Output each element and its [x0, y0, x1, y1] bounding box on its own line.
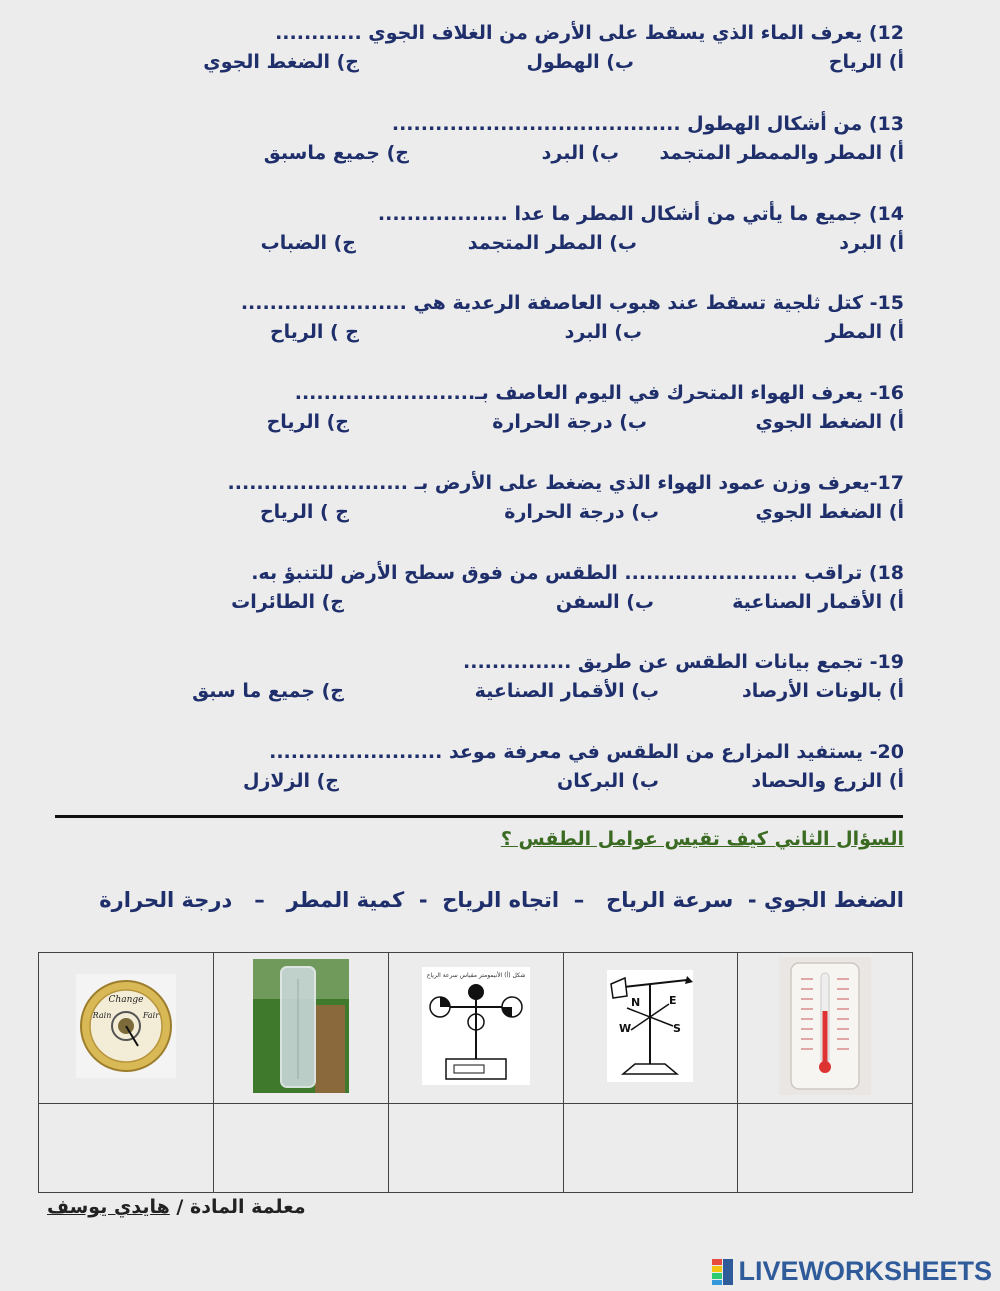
section-divider: [55, 815, 903, 818]
options-row: [94, 139, 904, 167]
teacher-label: معلمة المادة /: [169, 1196, 306, 1218]
option-b[interactable]: ب) الهطول: [526, 51, 634, 73]
question-15: [94, 290, 904, 346]
option-b[interactable]: ب) المطر المتجمد: [467, 232, 637, 254]
option-b[interactable]: ب) درجة الحرارة: [492, 411, 647, 433]
option-c[interactable]: ج ) الرياح: [259, 501, 349, 523]
options-row: [94, 318, 904, 346]
option-b[interactable]: ب) البركان: [556, 770, 659, 792]
logo-text: LIVEWORKSHEETS: [738, 1256, 992, 1286]
option-a[interactable]: أ) الرياح: [828, 51, 904, 73]
option-c[interactable]: ج) الرياح: [266, 411, 349, 433]
question-18: [94, 560, 904, 616]
question-text: 19- تجمع بيانات الطقس عن طريق ...............: [463, 651, 904, 673]
question-text: 17-يعرف وزن عمود الهواء الذي يضغط على الأرض بـ .........................: [227, 472, 904, 494]
weather-factors-list: الضغط الجوي - سرعة الرياح – اتجاه الرياح - كمية المطر – درجة الحرارة: [99, 888, 904, 912]
vane-letter-e: E: [669, 994, 677, 1007]
option-a[interactable]: أ) الأقمار الصناعية: [732, 591, 904, 613]
question-14: [94, 201, 904, 257]
instruments-table: [38, 952, 913, 1193]
barometer-image: [76, 974, 176, 1078]
option-c[interactable]: ج ) الرياح: [269, 321, 359, 343]
answer-cell-1[interactable]: [39, 1104, 214, 1193]
option-c[interactable]: ج) جميع ماسبق: [263, 142, 409, 164]
question-text: 20- يستفيد المزارع من الطقس في معرفة موعد ........................: [269, 741, 904, 763]
options-row: [94, 229, 904, 257]
answer-cell-4[interactable]: [563, 1104, 738, 1193]
anemometer-caption: شكل (أ) الأنيمومتر مقياس سرعة الرياح: [426, 972, 525, 979]
option-a[interactable]: أ) المطر: [825, 321, 904, 343]
options-row: [94, 588, 904, 616]
question-12: [94, 20, 904, 76]
question-text: 15- كتل ثلجية تسقط عند هبوب العاصفة الرعدية هي .......................: [240, 292, 904, 314]
option-c[interactable]: ج) الضباب: [260, 232, 356, 254]
option-b[interactable]: ب) البرد: [541, 142, 619, 164]
option-b[interactable]: ب) درجة الحرارة: [504, 501, 659, 523]
teacher-name: هايدي يوسف: [47, 1196, 170, 1218]
answer-cell-3[interactable]: [388, 1104, 563, 1193]
question-19: [94, 649, 904, 705]
barometer-cell: [39, 953, 214, 1104]
options-row: [94, 48, 904, 76]
thermometer-image: [779, 957, 871, 1095]
option-c[interactable]: ج) الضغط الجوي: [203, 51, 359, 73]
rain-gauge-cell: [213, 953, 388, 1104]
options-row: [94, 767, 904, 795]
option-b[interactable]: ب) البرد: [564, 321, 642, 343]
barometer-label-fair: Fair: [142, 1011, 160, 1020]
wind-vane-cell: [563, 953, 738, 1104]
logo-blocks-icon: [712, 1259, 734, 1285]
option-a[interactable]: أ) الضغط الجوي: [755, 501, 904, 523]
option-c[interactable]: ج) الزلازل: [242, 770, 339, 792]
vane-letter-s: S: [673, 1022, 682, 1035]
question-text: 12) يعرف الماء الذي يسقط على الأرض من الغلاف الجوي ............: [275, 22, 904, 44]
question-text: 18) تراقب ........................ الطقس من فوق سطح الأرض للتنبؤ به.: [251, 562, 904, 584]
barometer-label-change: Change: [108, 995, 144, 1005]
anemometer-image: [422, 967, 530, 1085]
thermometer-cell: [738, 953, 913, 1104]
question-text: 13) من أشكال الهطول ........................................: [391, 113, 904, 135]
option-a[interactable]: أ) المطر والممطر المتجمد: [659, 142, 904, 164]
option-a[interactable]: أ) الزرع والحصاد: [751, 770, 904, 792]
question-16: [94, 380, 904, 436]
answer-cell-2[interactable]: [213, 1104, 388, 1193]
question-13: [94, 111, 904, 167]
option-c[interactable]: ج) جميع ما سبق: [192, 680, 344, 702]
answers-row: [39, 1104, 913, 1193]
answer-cell-5[interactable]: [738, 1104, 913, 1193]
barometer-label-rain: Rain: [92, 1011, 112, 1020]
option-b[interactable]: ب) السفن: [555, 591, 654, 613]
question-text: 16- يعرف الهواء المتحرك في اليوم العاصف بـ.........................: [294, 382, 904, 404]
liveworksheets-logo: [712, 1256, 992, 1287]
vane-letter-n: N: [631, 996, 641, 1009]
option-b[interactable]: ب) الأقمار الصناعية: [474, 680, 659, 702]
question-20: [94, 739, 904, 795]
question-text: 14) جميع ما يأتي من أشكال المطر ما عدا ..................: [377, 203, 904, 225]
images-row: [39, 953, 913, 1104]
options-row: [94, 498, 904, 526]
options-row: [94, 677, 904, 705]
rain-gauge-image: [253, 959, 349, 1093]
options-row: [94, 408, 904, 436]
anemometer-cell: [388, 953, 563, 1104]
option-c[interactable]: ج) الطائرات: [231, 591, 344, 613]
option-a[interactable]: أ) البرد: [839, 232, 904, 254]
teacher-signature: [47, 1196, 306, 1218]
section2-title: السؤال الثاني كيف تقيس عوامل الطقس ؟: [500, 828, 904, 850]
wind-vane-image: [607, 970, 693, 1082]
vane-letter-w: W: [619, 1022, 632, 1035]
option-a[interactable]: أ) بالونات الأرصاد: [742, 680, 904, 702]
question-17: [94, 470, 904, 526]
option-a[interactable]: أ) الضغط الجوي: [755, 411, 904, 433]
